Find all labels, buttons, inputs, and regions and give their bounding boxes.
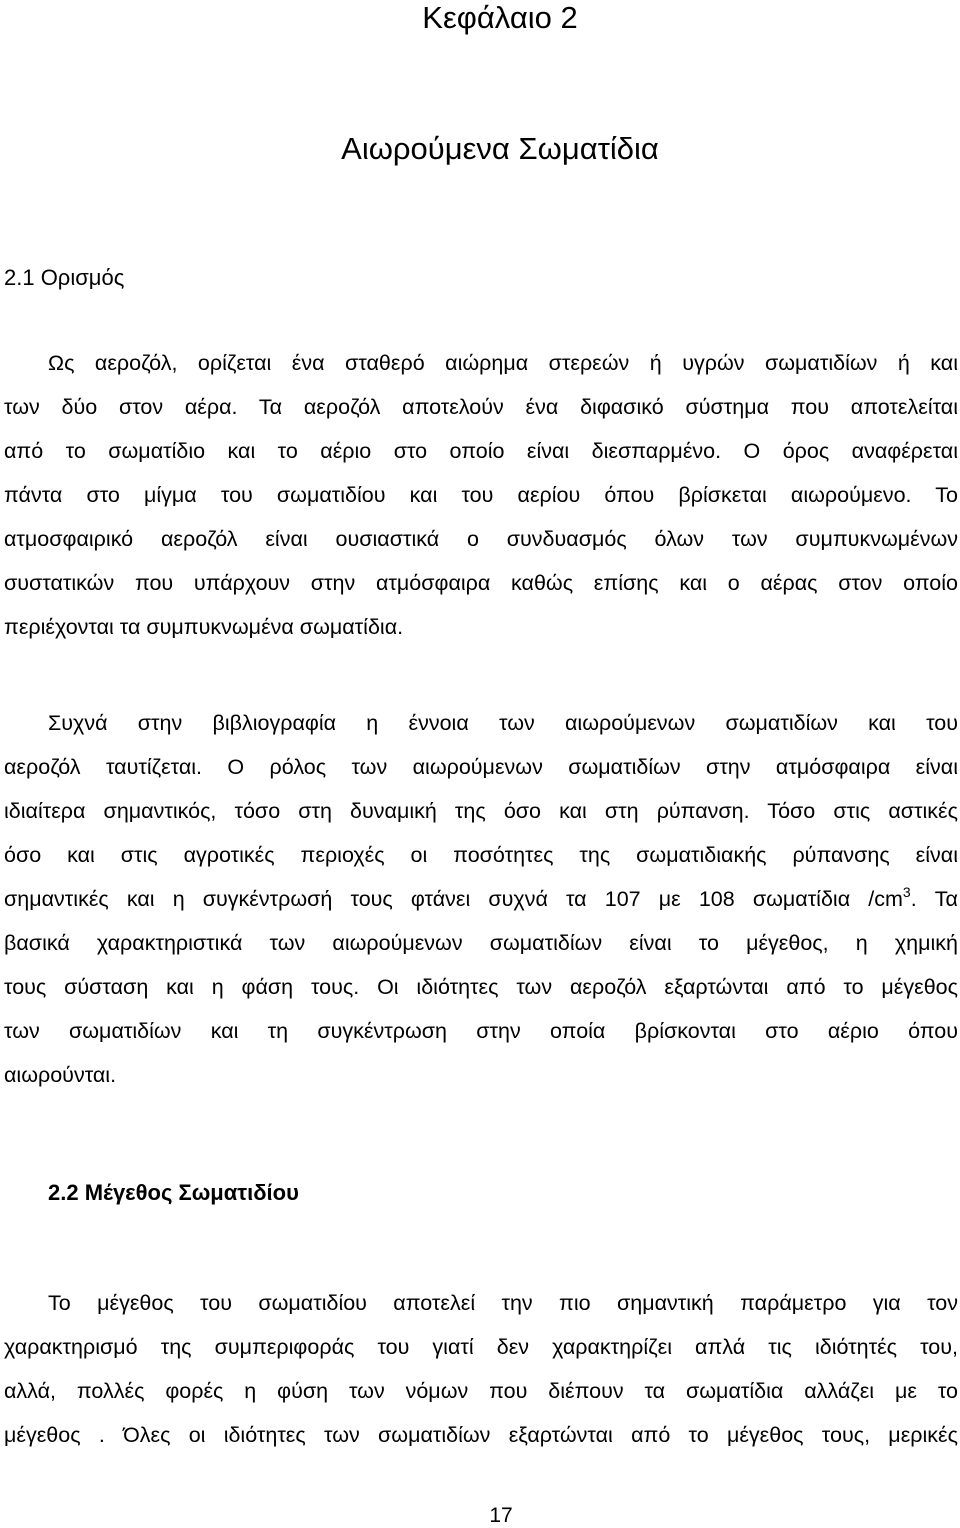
text-line: των σωματιδίων και τη συγκέντρωση στην οποία βρίσκονται στο αέριο όπου: [4, 1019, 958, 1043]
text-line: αεροζόλ ταυτίζεται. Ο ρόλος των αιωρούμενων σωματιδίων στην ατμόσφαιρα είναι: [4, 755, 958, 779]
section-2-1-paragraph-1: [4, 341, 958, 649]
text-line: συστατικών που υπάρχουν στην ατμόσφαιρα καθώς επίσης και ο αέρας στον οποίο: [4, 571, 958, 595]
superscript: 3: [902, 884, 911, 900]
text-segment: σημαντικές και η συγκέντρωσή τους φτάνει συχνά τα 107 με 108 σωματίδια /cm: [4, 887, 903, 911]
chapter-title: Αιωρούμενα Σωματίδια: [341, 131, 659, 166]
text-line: αιωρούνται.: [4, 1063, 117, 1087]
text-line: Το μέγεθος του σωματιδίου αποτελεί την πιο σημαντική παράμετρο για τον: [48, 1291, 958, 1315]
text-line: βασικά χαρακτηριστικά των αιωρούμενων σωματιδίων είναι το μέγεθος, η χημική: [4, 931, 958, 955]
section-2-2-heading: 2.2 Μέγεθος Σωματιδίου: [48, 1180, 299, 1205]
section-2-1-paragraph-2: [4, 701, 958, 1097]
text-line: περιέχονται τα συμπυκνωμένα σωματίδια.: [4, 615, 404, 639]
text-line: από το σωματίδιο και το αέριο στο οποίο είναι διεσπαρμένο. Ο όρος αναφέρεται: [4, 439, 958, 463]
section-2-1-heading: 2.1 Ορισμός: [4, 265, 125, 290]
text-line: ατμοσφαιρικό αεροζόλ είναι ουσιαστικά ο συνδυασμός όλων των συμπυκνωμένων: [4, 527, 958, 551]
page-number: 17: [489, 1504, 513, 1527]
chapter-number: Κεφάλαιο 2: [422, 0, 578, 35]
text-line: τους σύσταση και η φάση τους. Οι ιδιότητες των αεροζόλ εξαρτώνται από το μέγεθος: [4, 975, 958, 999]
text-line: ιδιαίτερα σημαντικός, τόσο στη δυναμική της όσο και στη ρύπανση. Τόσο στις αστικές: [4, 799, 958, 823]
text-line: μέγεθος . Όλες οι ιδιότητες των σωματιδίων εξαρτώνται από το μέγεθος τους, μερικές: [4, 1423, 958, 1447]
text-line: Συχνά στην βιβλιογραφία η έννοια των αιωρούμενων σωματιδίων και του: [48, 711, 958, 735]
text-line: χαρακτηρισμό της συμπεριφοράς του γιατί δεν χαρακτηρίζει απλά τις ιδιότητές του,: [4, 1335, 958, 1359]
text-line: αλλά, πολλές φορές η φύση των νόμων που διέπουν τα σωματίδια αλλάζει με το: [4, 1379, 958, 1403]
text-line: όσο και στις αγροτικές περιοχές οι ποσότητες της σωματιδιακής ρύπανσης είναι: [4, 843, 958, 867]
text-line: πάντα στο μίγμα του σωματιδίου και του αερίου όπου βρίσκεται αιωρούμενο. Το: [4, 483, 958, 507]
text-line: Ως αεροζόλ, ορίζεται ένα σταθερό αιώρημα στερεών ή υγρών σωματιδίων ή και: [48, 351, 958, 375]
text-line: των δύο στον αέρα. Τα αεροζόλ αποτελούν ένα διφασικό σύστημα που αποτελείται: [4, 395, 958, 419]
text-segment: . Τα: [910, 887, 958, 911]
section-2-2-paragraph-1: [4, 1281, 958, 1457]
text-line-with-superscript: [4, 877, 958, 921]
